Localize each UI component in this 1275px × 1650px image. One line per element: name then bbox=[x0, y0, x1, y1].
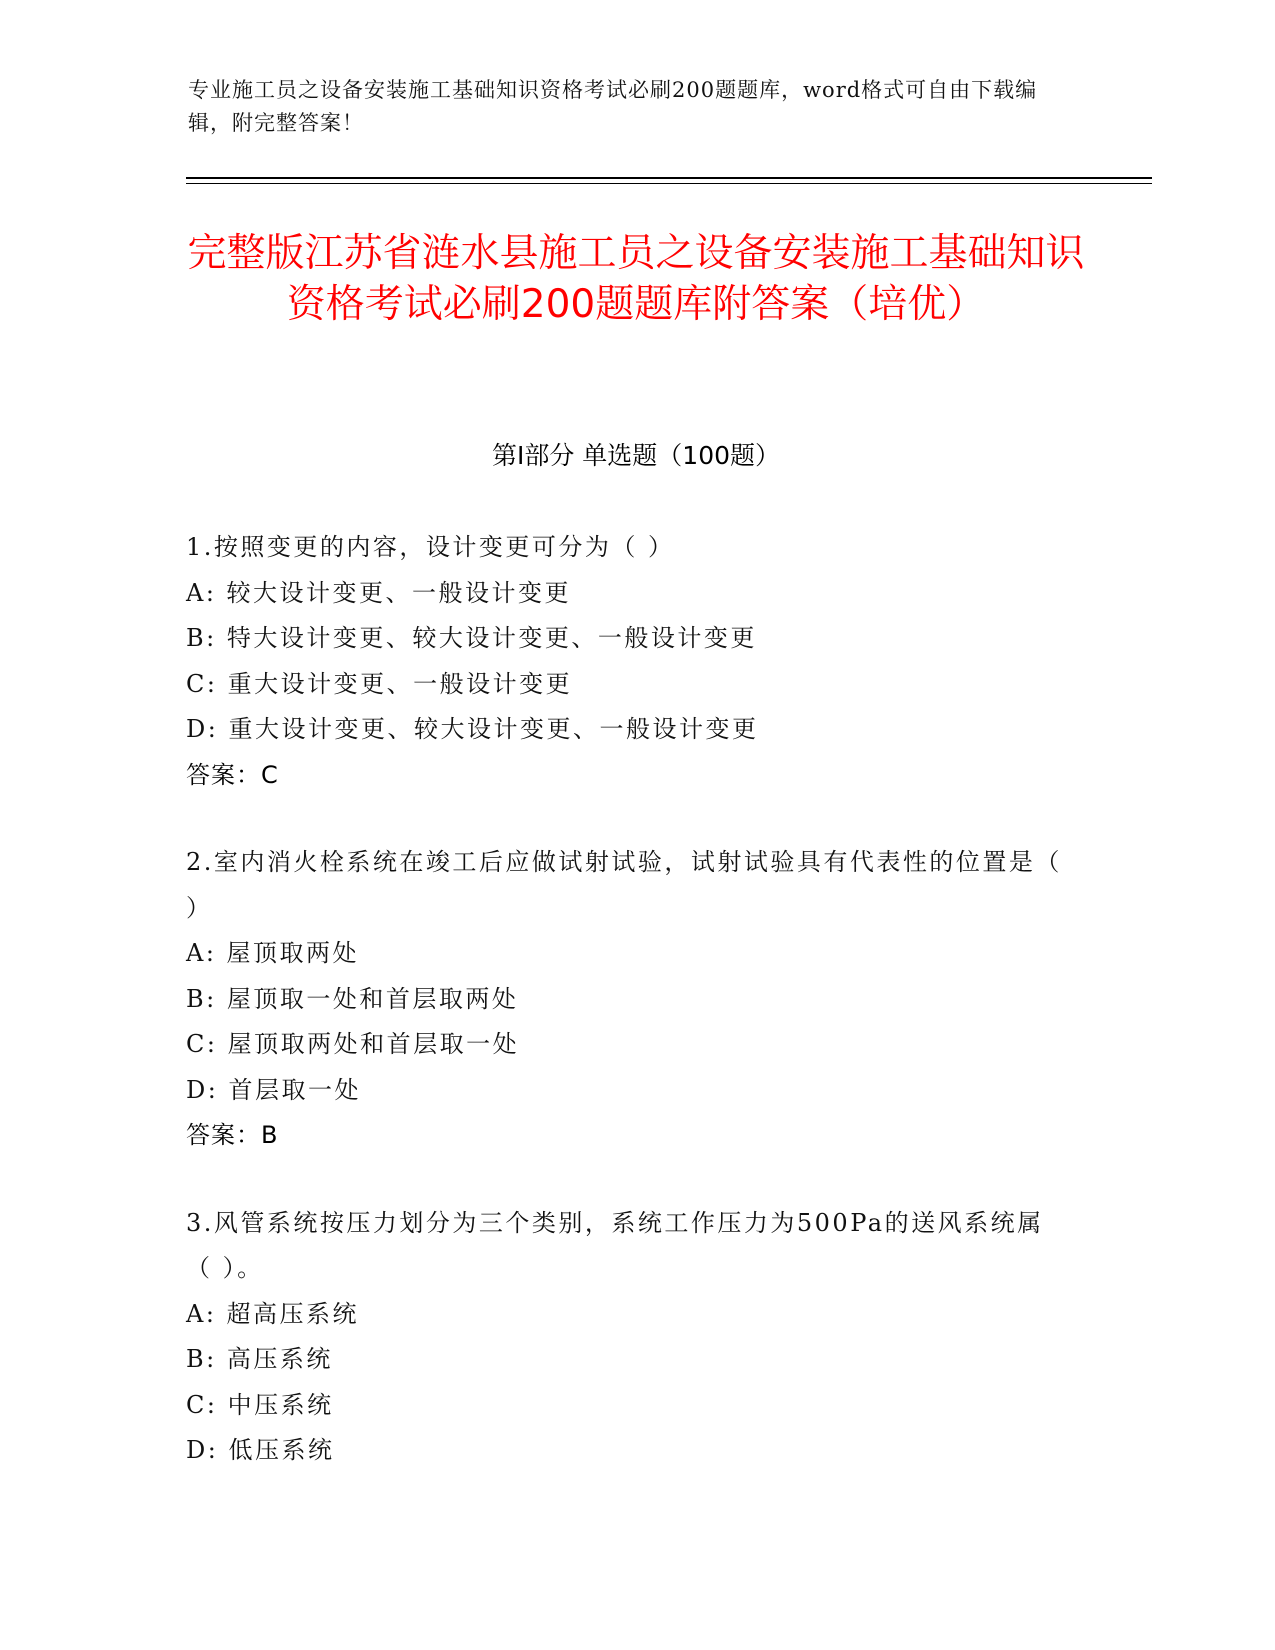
question-list bbox=[186, 525, 1066, 1516]
option-c: C: 屋顶取两处和首层取一处 bbox=[186, 1030, 520, 1058]
section-heading: 第Ⅰ部分 单选题（100题） bbox=[491, 441, 781, 470]
option-b: B: 特大设计变更、较大设计变更、一般设计变更 bbox=[186, 624, 757, 652]
question-3 bbox=[186, 1201, 1066, 1474]
option-a: A: 超高压系统 bbox=[186, 1299, 360, 1328]
document-title: 完整版江苏省涟水县施工员之设备安装施工基础知识资格考试必刷200题题库附答案（培优） bbox=[187, 231, 1085, 327]
option-c: C: 中压系统 bbox=[186, 1390, 334, 1419]
question-stem: 1.按照变更的内容，设计变更可分为（ ） bbox=[186, 533, 675, 561]
answer-line: 答案：B bbox=[186, 1121, 279, 1149]
option-d: D: 低压系统 bbox=[186, 1436, 335, 1464]
document-header-note: 专业施工员之设备安装施工基础知识资格考试必刷200题题库，word格式可自由下载编辑，附完整答案！ bbox=[188, 78, 1038, 135]
option-a: A: 屋顶取两处 bbox=[186, 939, 360, 967]
option-c: C: 重大设计变更、一般设计变更 bbox=[186, 669, 573, 698]
question-stem: 3.风管系统按压力划分为三个类别，系统工作压力为500Pa的送风系统属（ ）。 bbox=[186, 1208, 1044, 1282]
answer-line: 答案：C bbox=[186, 760, 279, 789]
option-b: B: 高压系统 bbox=[186, 1345, 333, 1373]
header-divider-thick bbox=[186, 177, 1152, 179]
option-d: D: 重大设计变更、较大设计变更、一般设计变更 bbox=[186, 715, 759, 743]
option-b: B: 屋顶取一处和首层取两处 bbox=[186, 984, 519, 1013]
question-stem: 2.室内消火栓系统在竣工后应做试射试验，试射试验具有代表性的位置是（ ） bbox=[186, 848, 1062, 922]
option-a: A: 较大设计变更、一般设计变更 bbox=[186, 578, 572, 607]
header-divider-thin bbox=[186, 183, 1152, 184]
option-d: D: 首层取一处 bbox=[186, 1075, 361, 1104]
question-1 bbox=[186, 525, 1066, 798]
question-2 bbox=[186, 840, 1066, 1159]
